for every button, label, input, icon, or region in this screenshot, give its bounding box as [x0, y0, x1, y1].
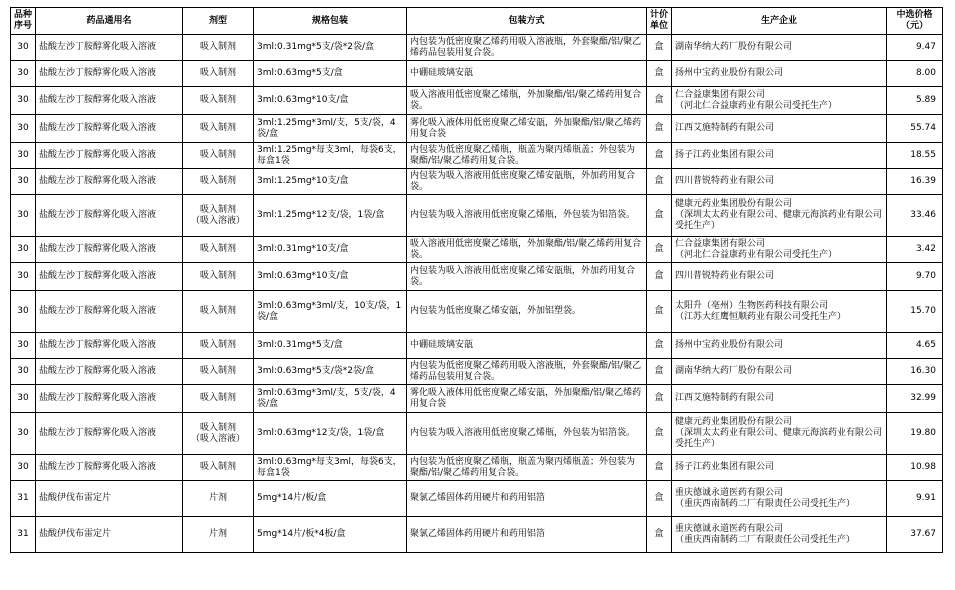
cell-spec: 3ml:1.25mg*12支/袋，1袋/盒: [254, 195, 407, 237]
cell-seq: 31: [11, 517, 36, 553]
cell-drug-name: 盐酸左沙丁胺醇雾化吸入溶液: [36, 359, 183, 385]
cell-unit: 盒: [647, 237, 672, 263]
cell-price: 9.70: [887, 263, 943, 291]
cell-dosage-form: 吸入制剂: [183, 115, 254, 143]
table-row: [11, 143, 943, 169]
header-form: 剂型: [183, 8, 254, 35]
table-row: [11, 455, 943, 481]
cell-seq: 30: [11, 455, 36, 481]
cell-packaging: 内包装为低密度聚乙烯瓶，瓶盖为聚丙烯瓶盖；外包装为聚酯/铝/聚乙烯药用复合袋。: [407, 143, 647, 169]
cell-seq: 30: [11, 169, 36, 195]
cell-spec: 3ml:1.25mg*每支3ml，每袋6支，每盒1袋: [254, 143, 407, 169]
cell-dosage-form: 吸入制剂: [183, 61, 254, 87]
cell-unit: 盒: [647, 413, 672, 455]
cell-dosage-form: 吸入制剂: [183, 237, 254, 263]
cell-drug-name: 盐酸左沙丁胺醇雾化吸入溶液: [36, 35, 183, 61]
cell-drug-name: 盐酸左沙丁胺醇雾化吸入溶液: [36, 169, 183, 195]
cell-unit: 盒: [647, 359, 672, 385]
cell-packaging: 内包装为低密度聚乙烯安瓿，外加铝塑袋。: [407, 291, 647, 333]
cell-price: 5.89: [887, 87, 943, 115]
cell-unit: 盒: [647, 333, 672, 359]
cell-drug-name: 盐酸左沙丁胺醇雾化吸入溶液: [36, 333, 183, 359]
cell-price: 19.80: [887, 413, 943, 455]
cell-seq: 30: [11, 87, 36, 115]
cell-unit: 盒: [647, 143, 672, 169]
cell-manufacturer: 健康元药业集团股份有限公司 （深圳太太药业有限公司、健康元海滨药业有限公司受托生产）: [672, 413, 887, 455]
cell-dosage-form: 吸入制剂: [183, 35, 254, 61]
cell-spec: 3ml:0.63mg*5支/盒: [254, 61, 407, 87]
cell-price: 33.46: [887, 195, 943, 237]
cell-dosage-form: 吸入制剂: [183, 263, 254, 291]
cell-price: 3.42: [887, 237, 943, 263]
cell-drug-name: 盐酸左沙丁胺醇雾化吸入溶液: [36, 195, 183, 237]
cell-manufacturer: 太阳升（亳州）生物医药科技有限公司 （江苏大红鹰恒顺药业有限公司受托生产）: [672, 291, 887, 333]
cell-packaging: 内包装为低密度聚乙烯药用吸入溶液瓶，外套聚酯/铝/聚乙烯药品包装用复合袋。: [407, 35, 647, 61]
cell-manufacturer: 扬州中宝药业股份有限公司: [672, 61, 887, 87]
cell-unit: 盒: [647, 481, 672, 517]
cell-dosage-form: 片剂: [183, 481, 254, 517]
cell-packaging: 聚氯乙烯固体药用硬片和药用铝箔: [407, 481, 647, 517]
table-row: [11, 517, 943, 553]
cell-price: 18.55: [887, 143, 943, 169]
cell-unit: 盒: [647, 195, 672, 237]
cell-unit: 盒: [647, 291, 672, 333]
cell-packaging: 吸入溶液用低密度聚乙烯瓶，外加聚酯/铝/聚乙烯药用复合袋。: [407, 237, 647, 263]
cell-price: 10.98: [887, 455, 943, 481]
cell-dosage-form: 片剂: [183, 517, 254, 553]
cell-seq: 31: [11, 481, 36, 517]
cell-seq: 30: [11, 333, 36, 359]
cell-seq: 30: [11, 143, 36, 169]
table-row: [11, 61, 943, 87]
cell-dosage-form: 吸入制剂 （吸入溶液）: [183, 413, 254, 455]
cell-manufacturer: 扬州中宝药业股份有限公司: [672, 333, 887, 359]
cell-packaging: 吸入溶液用低密度聚乙烯瓶，外加聚酯/铝/聚乙烯药用复合袋。: [407, 87, 647, 115]
cell-spec: 3ml:0.63mg*12支/袋，1袋/盒: [254, 413, 407, 455]
cell-drug-name: 盐酸左沙丁胺醇雾化吸入溶液: [36, 291, 183, 333]
cell-drug-name: 盐酸左沙丁胺醇雾化吸入溶液: [36, 413, 183, 455]
cell-packaging: 雾化吸入液体用低密度聚乙烯安瓿，外加聚酯/铝/聚乙烯药用复合袋: [407, 115, 647, 143]
cell-dosage-form: 吸入制剂: [183, 359, 254, 385]
cell-spec: 3ml:0.31mg*5支/袋*2袋/盒: [254, 35, 407, 61]
table-row: [11, 291, 943, 333]
cell-drug-name: 盐酸左沙丁胺醇雾化吸入溶液: [36, 385, 183, 413]
cell-seq: 30: [11, 195, 36, 237]
cell-manufacturer: 重庆德诚永道医药有限公司 （重庆西南制药二厂有限责任公司受托生产）: [672, 481, 887, 517]
cell-dosage-form: 吸入制剂: [183, 169, 254, 195]
cell-unit: 盒: [647, 35, 672, 61]
cell-packaging: 内包装为吸入溶液用低密度聚乙烯安瓿瓶，外加药用复合袋。: [407, 169, 647, 195]
cell-packaging: 雾化吸入液体用低密度聚乙烯安瓿，外加聚酯/铝/聚乙烯药用复合袋: [407, 385, 647, 413]
cell-price: 32.99: [887, 385, 943, 413]
cell-manufacturer: 仁合益康集团有限公司 （河北仁合益康药业有限公司受托生产）: [672, 237, 887, 263]
cell-dosage-form: 吸入制剂: [183, 333, 254, 359]
price-table: [10, 7, 943, 553]
cell-seq: 30: [11, 61, 36, 87]
cell-seq: 30: [11, 359, 36, 385]
cell-drug-name: 盐酸左沙丁胺醇雾化吸入溶液: [36, 61, 183, 87]
table-row: [11, 413, 943, 455]
cell-manufacturer: 健康元药业集团股份有限公司 （深圳太太药业有限公司、健康元海滨药业有限公司受托生产）: [672, 195, 887, 237]
cell-manufacturer: 四川普锐特药业有限公司: [672, 169, 887, 195]
header-seq: 品种 序号: [11, 8, 36, 35]
cell-unit: 盒: [647, 61, 672, 87]
cell-dosage-form: 吸入制剂: [183, 385, 254, 413]
cell-spec: 3ml:0.63mg*10支/盒: [254, 263, 407, 291]
cell-unit: 盒: [647, 87, 672, 115]
cell-manufacturer: 重庆德诚永道医药有限公司 （重庆西南制药二厂有限责任公司受托生产）: [672, 517, 887, 553]
cell-dosage-form: 吸入制剂: [183, 455, 254, 481]
cell-packaging: 中硼硅玻璃安瓿: [407, 333, 647, 359]
header-maker: 生产企业: [672, 8, 887, 35]
cell-unit: 盒: [647, 455, 672, 481]
cell-manufacturer: 江西艾施特制药有限公司: [672, 385, 887, 413]
cell-spec: 5mg*14片/板/盒: [254, 481, 407, 517]
table-row: [11, 237, 943, 263]
cell-price: 4.65: [887, 333, 943, 359]
table-row: [11, 115, 943, 143]
table-row: [11, 359, 943, 385]
header-price: 中选价格 （元）: [887, 8, 943, 35]
cell-packaging: 中硼硅玻璃安瓿: [407, 61, 647, 87]
cell-price: 15.70: [887, 291, 943, 333]
cell-packaging: 内包装为吸入溶液用低密度聚乙烯安瓿瓶，外加药用复合袋。: [407, 263, 647, 291]
cell-price: 55.74: [887, 115, 943, 143]
table-row: [11, 87, 943, 115]
cell-unit: 盒: [647, 169, 672, 195]
cell-seq: 30: [11, 115, 36, 143]
cell-dosage-form: 吸入制剂: [183, 143, 254, 169]
cell-spec: 3ml:0.63mg*10支/盒: [254, 87, 407, 115]
cell-drug-name: 盐酸左沙丁胺醇雾化吸入溶液: [36, 115, 183, 143]
header-unit: 计价 单位: [647, 8, 672, 35]
cell-seq: 30: [11, 385, 36, 413]
cell-seq: 30: [11, 237, 36, 263]
table-row: [11, 263, 943, 291]
cell-spec: 5mg*14片/板*4板/盒: [254, 517, 407, 553]
table-row: [11, 481, 943, 517]
cell-manufacturer: 湖南华纳大药厂股份有限公司: [672, 359, 887, 385]
cell-spec: 3ml:1.25mg*10支/盒: [254, 169, 407, 195]
cell-seq: 30: [11, 413, 36, 455]
cell-price: 8.00: [887, 61, 943, 87]
table-row: [11, 169, 943, 195]
cell-spec: 3ml:0.63mg*3ml/支，10支/袋，1袋/盒: [254, 291, 407, 333]
cell-manufacturer: 扬子江药业集团有限公司: [672, 455, 887, 481]
cell-spec: 3ml:0.31mg*10支/盒: [254, 237, 407, 263]
cell-price: 16.39: [887, 169, 943, 195]
cell-seq: 30: [11, 263, 36, 291]
cell-drug-name: 盐酸伊伐布雷定片: [36, 517, 183, 553]
cell-manufacturer: 湖南华纳大药厂股份有限公司: [672, 35, 887, 61]
cell-drug-name: 盐酸伊伐布雷定片: [36, 481, 183, 517]
cell-drug-name: 盐酸左沙丁胺醇雾化吸入溶液: [36, 143, 183, 169]
cell-spec: 3ml:0.63mg*3ml/支，5支/袋，4袋/盒: [254, 385, 407, 413]
cell-packaging: 聚氯乙烯固体药用硬片和药用铝箔: [407, 517, 647, 553]
cell-manufacturer: 四川普锐特药业有限公司: [672, 263, 887, 291]
cell-packaging: 内包装为低密度聚乙烯药用吸入溶液瓶，外套聚酯/铝/聚乙烯药品包装用复合袋。: [407, 359, 647, 385]
table-row: [11, 385, 943, 413]
header-row: [11, 8, 943, 35]
cell-packaging: 内包装为吸入溶液用低密度聚乙烯瓶，外包装为铝箔袋。: [407, 413, 647, 455]
cell-seq: 30: [11, 35, 36, 61]
cell-drug-name: 盐酸左沙丁胺醇雾化吸入溶液: [36, 263, 183, 291]
cell-packaging: 内包装为吸入溶液用低密度聚乙烯瓶，外包装为铝箔袋。: [407, 195, 647, 237]
cell-spec: 3ml:0.63mg*每支3ml，每袋6支，每盒1袋: [254, 455, 407, 481]
cell-dosage-form: 吸入制剂: [183, 87, 254, 115]
cell-manufacturer: 江西艾施特制药有限公司: [672, 115, 887, 143]
cell-price: 9.91: [887, 481, 943, 517]
cell-price: 37.67: [887, 517, 943, 553]
cell-spec: 3ml:0.63mg*5支/袋*2袋/盒: [254, 359, 407, 385]
cell-unit: 盒: [647, 115, 672, 143]
cell-drug-name: 盐酸左沙丁胺醇雾化吸入溶液: [36, 237, 183, 263]
cell-dosage-form: 吸入制剂 （吸入溶液）: [183, 195, 254, 237]
header-pack: 包装方式: [407, 8, 647, 35]
cell-spec: 3ml:0.31mg*5支/盒: [254, 333, 407, 359]
cell-drug-name: 盐酸左沙丁胺醇雾化吸入溶液: [36, 87, 183, 115]
table-row: [11, 333, 943, 359]
cell-spec: 3ml:1.25mg*3ml/支，5支/袋，4袋/盒: [254, 115, 407, 143]
cell-unit: 盒: [647, 263, 672, 291]
table-row: [11, 195, 943, 237]
header-spec: 规格包装: [254, 8, 407, 35]
cell-manufacturer: 扬子江药业集团有限公司: [672, 143, 887, 169]
cell-dosage-form: 吸入制剂: [183, 291, 254, 333]
cell-drug-name: 盐酸左沙丁胺醇雾化吸入溶液: [36, 455, 183, 481]
cell-unit: 盒: [647, 385, 672, 413]
cell-unit: 盒: [647, 517, 672, 553]
cell-price: 9.47: [887, 35, 943, 61]
header-name: 药品通用名: [36, 8, 183, 35]
cell-manufacturer: 仁合益康集团有限公司 （河北仁合益康药业有限公司受托生产）: [672, 87, 887, 115]
cell-price: 16.30: [887, 359, 943, 385]
cell-seq: 30: [11, 291, 36, 333]
cell-packaging: 内包装为低密度聚乙烯瓶，瓶盖为聚丙烯瓶盖；外包装为聚酯/铝/聚乙烯药用复合袋。: [407, 455, 647, 481]
table-row: [11, 35, 943, 61]
